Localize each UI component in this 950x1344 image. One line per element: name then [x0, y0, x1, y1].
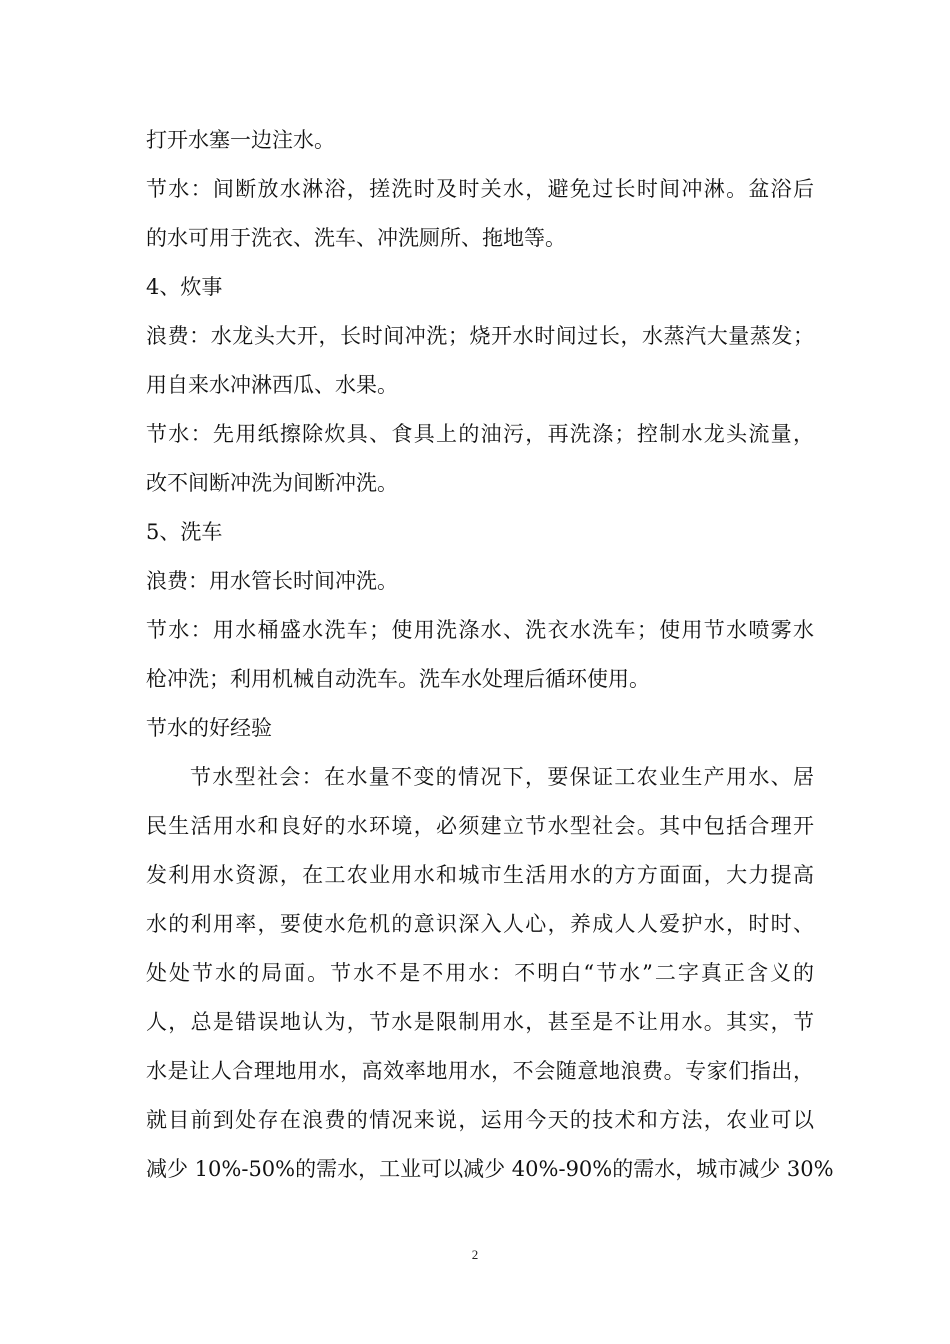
section-heading: 5、洗车	[146, 520, 223, 544]
text-line: 节水：间断放水淋浴，搓洗时及时关水，避免过长时间冲淋。盆浴后	[146, 177, 814, 201]
text-line: 人，总是错误地认为，节水是限制用水，甚至是不让用水。其实，节	[146, 1010, 814, 1034]
text-line: 浪费：水龙头大开，长时间冲洗；烧开水时间过长，水蒸汽大量蒸发；	[146, 324, 814, 348]
paragraph-first-line: 节水型社会：在水量不变的情况下，要保证工农业生产用水、居	[190, 765, 814, 789]
text-line: 减少 10%-50%的需水，工业可以减少 40%-90%的需水，城市减少 30%	[146, 1157, 834, 1181]
text-line: 浪费：用水管长时间冲洗。	[146, 569, 398, 593]
page-number: 2	[471, 1247, 479, 1262]
text-line: 节水：用水桶盛水洗车；使用洗涤水、洗衣水洗车；使用节水喷雾水	[146, 618, 814, 642]
text-line: 发利用水资源，在工农业用水和城市生活用水的方方面面，大力提高	[146, 863, 814, 887]
text-line: 用自来水冲淋西瓜、水果。	[146, 373, 398, 397]
text-line: 节水：先用纸擦除炊具、食具上的油污，再洗涤；控制水龙头流量，	[146, 422, 814, 446]
text-line: 打开水塞一边注水。	[146, 128, 335, 152]
text-line: 的水可用于洗衣、洗车、冲洗厕所、拖地等。	[146, 226, 566, 250]
section-heading: 4、炊事	[146, 275, 223, 299]
text-line: 水的利用率，要使水危机的意识深入人心，养成人人爱护水，时时、	[146, 912, 814, 936]
document-body	[146, 116, 834, 1194]
section-heading: 节水的好经验	[146, 716, 272, 740]
text-line: 民生活用水和良好的水环境，必须建立节水型社会。其中包括合理开	[146, 814, 814, 838]
text-line: 就目前到处存在浪费的情况来说，运用今天的技术和方法，农业可以	[146, 1108, 814, 1132]
text-line: 水是让人合理地用水，高效率地用水，不会随意地浪费。专家们指出，	[146, 1059, 814, 1083]
text-line: 枪冲洗；利用机械自动洗车。洗车水处理后循环使用。	[146, 667, 650, 691]
text-line: 处处节水的局面。节水不是不用水：不明白“节水”二字真正含义的	[146, 961, 814, 985]
text-line: 改不间断冲洗为间断冲洗。	[146, 471, 398, 495]
